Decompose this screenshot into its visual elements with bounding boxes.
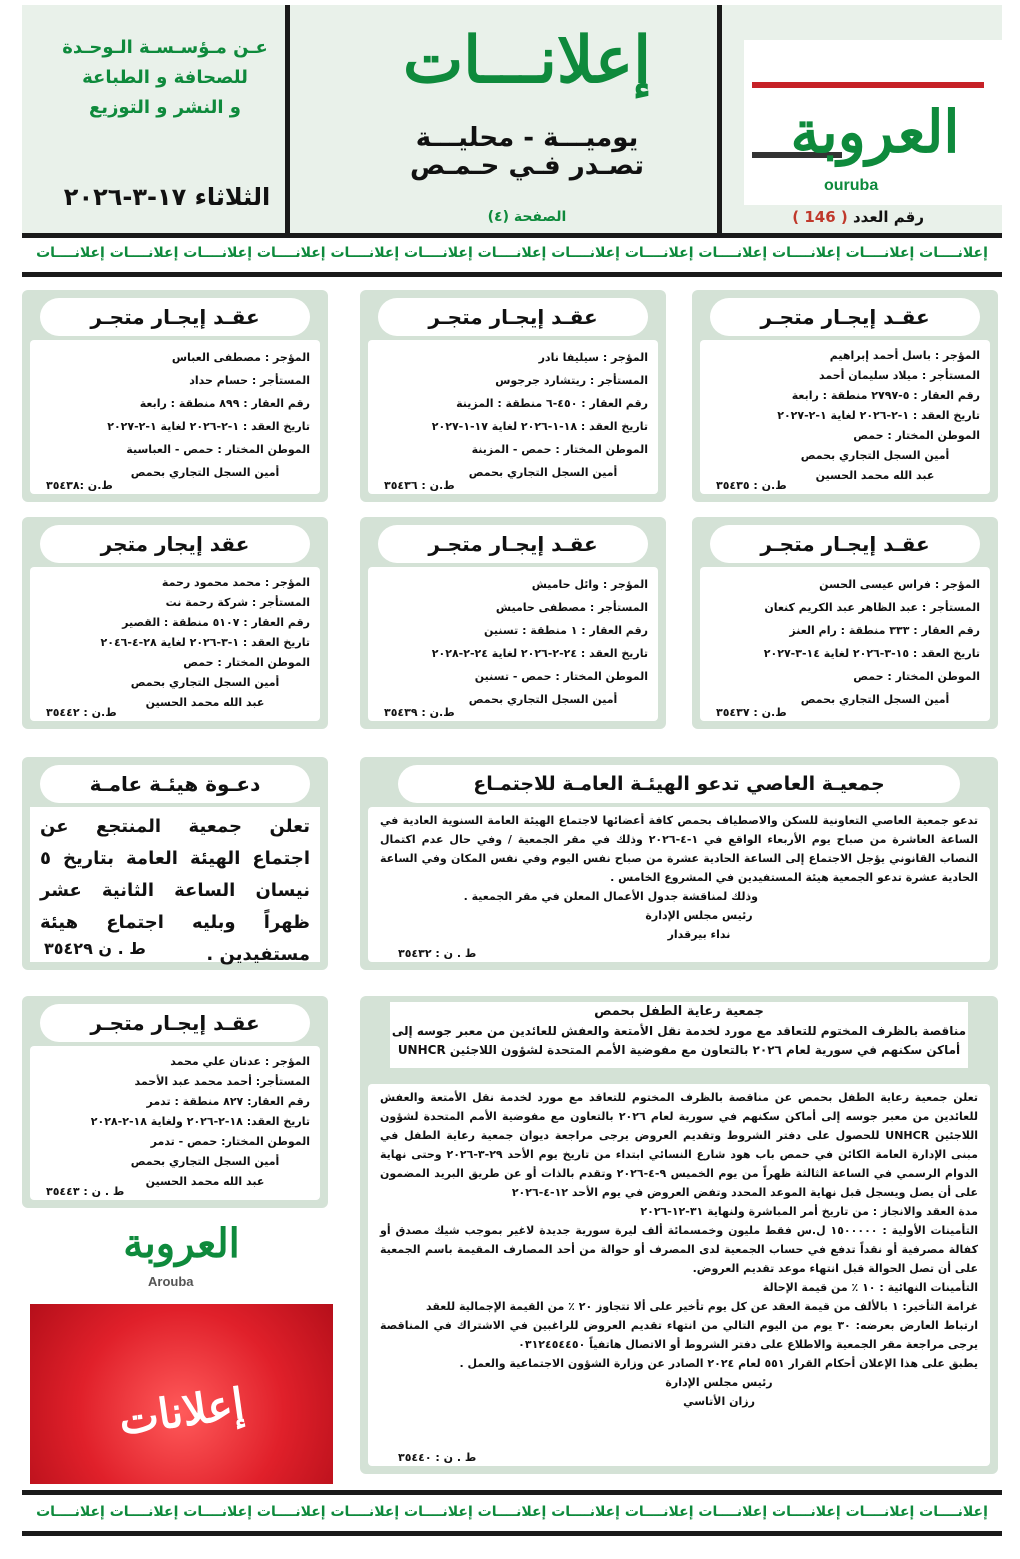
lease-card <box>360 290 666 502</box>
domicile: الموطن المختار : حمص <box>183 656 310 669</box>
property: رقم العقار : ٨٩٩ منطقة : رابعة <box>139 397 310 410</box>
card-title: عقـد إيجـار متجـر <box>710 298 980 336</box>
card-body <box>30 1046 320 1200</box>
ref-number: ط.ن : ٣٥٤٤٢ <box>46 706 117 719</box>
signatory-name: عبد الله محمد الحسين <box>815 469 935 482</box>
domicile: الموطن المختار : حمص <box>853 429 980 442</box>
contract-date: تاريخ العقد : ١-٣-٢٠٢٦ لغاية ٢٨-٤-٢٠٤٦ <box>100 636 310 649</box>
tender-item: التأمينات الأولية : ١٥٠٠٠٠٠ ل.س فقط مليون وخمسمائة ألف ليرة سورية جديدة لاغير بموجب شيك مصدق أو كفالة مصرفية أو نقداً تدفع في حساب الجمعية لدى المصرف أو حوالة من أحد المصارف المقيمة باسم الجمعية على أن تصل الحوالة قبل انتهاء موعد تقديم العروض. <box>380 1224 979 1275</box>
signatory-title: أمين السجل التجاري بحمص <box>800 693 950 706</box>
assembly-agenda: وذلك لمناقشة جدول الأعمال المعلن في مقر الجمعية . <box>463 890 758 903</box>
card-body <box>700 340 990 494</box>
signatory-name: نداء بيرقدار <box>667 928 731 941</box>
lessee: المستأجر : ميلاد سليمان أحمد <box>819 369 980 382</box>
card-title: عقـد إيجـار متجـر <box>40 298 310 336</box>
general-invite <box>22 757 328 970</box>
property: رقم العقار: ٨٢٧ منطقة : تدمر <box>146 1095 310 1108</box>
header-divider <box>285 5 290 233</box>
subtitle-homs: تصـدر فـي حـمـص <box>410 151 644 181</box>
issue-number: رقم العدد ( 146 ) <box>792 208 924 226</box>
tender-item: غرامة التأخير: ١ بالألف من قيمة العقد عن كل يوم تأخير على ألا تتجاوز ٢٠ ٪ من القيمة الإجمالية للعقد <box>426 1300 978 1313</box>
card-title: دعـوة هيئـة عامـة <box>40 765 310 803</box>
tender-item: ارتباط العارض بعرضه: ٣٠ يوم من اليوم التالي من انتهاء تقديم العروض للراغبين في الاشتراك في المناقصة يرجى مراجعة مقر الجمعية والاطلاع على دفتر الشروط أو الاتصال هاتفياً ٠٣١٢٤٥٤٤٥٠ <box>380 1319 978 1351</box>
property: رقم العقار : ٥-٢٧٩٧ منطقة : رابعة <box>791 389 980 402</box>
card-body <box>368 340 658 494</box>
lessor: المؤجر : محمد محمود رحمة <box>161 576 310 589</box>
card-body <box>368 1084 990 1466</box>
newspaper-logo <box>744 40 1006 205</box>
contract-date: تاريخ العقد: ١٨-٢-٢٠٢٦ ولغاية ١٨-٢-٢٠٢٨ <box>90 1115 310 1128</box>
ad-logo-area <box>30 1212 333 1304</box>
lease-card <box>22 290 328 502</box>
tender-item: يطبق على هذا الإعلان أحكام القرار ٥٥١ لعام ٢٠٢٤ الصادر عن وزارة الشؤون الاجتماعية والعمل . <box>459 1357 978 1370</box>
assembly-notice <box>360 757 998 970</box>
invite-body: تعلن جمعية المنتجع عن اجتماع الهيئة العامة بتاريخ ٥ نيسان الساعة الثانية عشر ظهراً وبليه اجتماع هيئة مستفيدين . <box>40 816 310 965</box>
card-body <box>700 567 990 721</box>
domicile: الموطن المختار : حمص - تسنين <box>474 670 648 683</box>
issue-date: الثلاثاء ١٧-٣-٢٠٢٦ <box>63 183 271 211</box>
card-title: عقـد إيجـار متجـر <box>378 298 648 336</box>
contract-date: تاريخ العقد : ١٨-١-٢٠٢٦ لغاية ١٧-١-٢٠٢٧ <box>431 420 648 433</box>
contract-date: تاريخ العقد : ١-٢-٢٠٢٦ لغاية ١-٢-٢٠٢٧ <box>107 420 310 433</box>
ads-strip-bottom: إعلانــــات إعلانــــات إعلانــــات إعلانــــات إعلانــــات إعلانــــات إعلانــــات إعلانــــات إعلانــــات إعلانــــات إعلانــــات إعلانــــات إعلانــــات <box>36 1504 988 1520</box>
tender-notice <box>360 996 998 1474</box>
ad-logo-latin: Arouba <box>148 1274 194 1289</box>
tender-item: التأمينات النهائية : ١٠ ٪ من قيمة الإحالة <box>762 1281 978 1294</box>
card-title: عقـد إيجـار متجـر <box>710 525 980 563</box>
card-body <box>30 807 320 965</box>
page-title: إعلانـــات <box>403 23 651 98</box>
subtitle-daily: يوميـــة - محليـــة <box>415 123 639 153</box>
lease-card <box>360 517 666 729</box>
lessee: المستأجر : ريتشارد جرجوس <box>495 374 648 387</box>
ref-number: ط.ن : ٣٥٤٣٩ <box>384 706 455 719</box>
divider-band <box>22 1531 1002 1536</box>
card-title: عقد إيجار متجر <box>40 525 310 563</box>
tender-body: تعلن جمعية رعاية الطفل بحمص عن مناقصة بالظرف المختوم للتعاقد مع مورد لخدمة نقل الأمتعة والعفش للعائدين من معبر جوسه إلى أماكن سكنهم في سورية لعام ٢٠٢٦ بالتعاون مع مفوضية الأمم المتحدة لشؤون اللاجئين UNHCR للحصول على دفتر الشروط وتقديم العروض يرجى مراجعة ديوان جمعية رعاية الطفل في مبنى الإدارة العامة الكائن في حمص باب هود شارع النسائي ابتداء من تاريخ يوم الأحد ٢٩-٣-٢٠٢٦ وحتى نهاية الدوام الرسمي في الساعة الثالثة ظهراً من يوم الخميس ٩-٤-٢٠٢٦ وتقدم بالذات أو عن طريق البريد المضمون على أن يصل ويسجل قبل نهاية الموعد المحدد وتفض العروض في يوم الأحد ١٢-٤-٢٠٢٦ <box>380 1091 979 1199</box>
lessee: المستأجر : حسام حداد <box>189 374 310 387</box>
logo-arabic: العروبة <box>790 98 960 166</box>
ad-logo-arabic: العروبة <box>123 1220 240 1267</box>
publisher-info <box>50 33 280 123</box>
lease-card <box>22 517 328 729</box>
tender-org: جمعية رعاية الطفل بحمص <box>594 1004 764 1019</box>
publisher-line: للصحافة و الطباعة <box>82 67 248 88</box>
card-body <box>30 340 320 494</box>
signatory-title: أمين السجل التجاري بحمص <box>130 466 280 479</box>
tender-item: مدة العقد والانجاز : من تاريخ أمر المباشرة ولنهاية ٣١-١٢-٢٠٢٦ <box>640 1205 978 1218</box>
lessee: المستأجر : شركة رحمة نت <box>165 596 310 609</box>
ref-number: ط.ن : ٣٥٤٣٧ <box>716 706 787 719</box>
property: رقم العقار : ١ منطقة : تسنين <box>484 624 648 637</box>
lease-card <box>692 517 998 729</box>
lessor: المؤجر : مصطفى العباس <box>171 351 310 364</box>
logo-red-line <box>752 82 984 88</box>
ref-number: ط . ن : ٣٥٤٤٣ <box>46 1185 125 1198</box>
tender-header <box>390 1002 968 1068</box>
lessor: المؤجر : سيليفا نادر <box>538 351 648 364</box>
publisher-line: و النشر و التوزيع <box>89 97 241 118</box>
card-body <box>368 807 990 962</box>
card-title: جمعيـة العاصي تدعو الهيئـة العامـة للاجتمـاع <box>398 765 960 803</box>
lessor: المؤجر : باسل أحمد إبراهيم <box>829 349 980 362</box>
ad-calligraphy: إعلانات <box>115 1378 248 1445</box>
lessor: المؤجر : عدنان علي محمد <box>170 1055 310 1068</box>
signatory-title: أمين السجل التجاري بحمص <box>130 676 280 689</box>
ref-number: ط . ن : ٣٥٤٤٠ <box>398 1451 477 1464</box>
contract-date: تاريخ العقد : ١-٢-٢٠٢٦ لغاية ١-٢-٢٠٢٧ <box>777 409 980 422</box>
signatory-title: أمين السجل التجاري بحمص <box>468 466 618 479</box>
signatory-name: عبد الله محمد الحسين <box>145 696 265 709</box>
ads-promo-image <box>30 1212 333 1484</box>
signatory-title: أمين السجل التجاري بحمص <box>800 449 950 462</box>
contract-date: تاريخ العقد : ٢٤-٢-٢٠٢٦ لغاية ٢٤-٢-٢٠٢٨ <box>431 647 648 660</box>
card-body <box>368 567 658 721</box>
card-title: عقـد إيجـار متجـر <box>40 1004 310 1042</box>
ref-number: ط.ن :٣٥٤٣٨ <box>46 479 113 492</box>
lessor: المؤجر : وائل حاميش <box>531 578 648 591</box>
contract-date: تاريخ العقد : ١٥-٣-٢٠٢٦ لغاية ١٤-٣-٢٠٢٧ <box>763 647 980 660</box>
lease-card <box>22 996 328 1208</box>
domicile: الموطن المختار : حمص - العباسية <box>126 443 310 456</box>
ref-number: ط . ن : ٣٥٤٣٢ <box>398 947 477 960</box>
card-body <box>30 567 320 721</box>
property: رقم العقار : ٤٥٠-٦ منطقة : المزينة <box>456 397 648 410</box>
ref-number: ط . ن ٣٥٤٢٩ <box>44 939 146 958</box>
signatory-name: رزان الأتاسي <box>683 1395 755 1408</box>
domicile: الموطن المختار: حمص - تدمر <box>150 1135 310 1148</box>
signatory-title: رئيس مجلس الإدارة <box>645 909 753 922</box>
lessee: المستأجر : مصطفى حاميش <box>495 601 648 614</box>
property: رقم العقار : ٣٣٣ منطقة : رام العنز <box>789 624 980 637</box>
ref-number: ط.ن : ٣٥٤٣٦ <box>384 479 455 492</box>
publisher-line: عـن مـؤسـسـة الـوحـدة <box>62 37 268 58</box>
signatory-title: رئيس مجلس الإدارة <box>665 1376 773 1389</box>
domicile: الموطن المختار : حمص - المزينة <box>471 443 648 456</box>
domicile: الموطن المختار : حمص <box>853 670 980 683</box>
logo-latin: ouruba <box>824 177 879 194</box>
lessee: المستأجر : عبد الظاهر عبد الكريم كنعان <box>764 601 980 614</box>
card-title: عقـد إيجـار متجـر <box>378 525 648 563</box>
divider-band <box>22 1490 1002 1495</box>
tender-title: مناقصة بالظرف المختوم للتعاقد مع مورد لخدمة نقل الأمتعة والعفش للعائدين من معبر جوسه إلى أماكن سكنهم في سورية لعام ٢٠٢٦ بالتعاون مع مفوضية الأمم المتحدة لشؤون اللاجئين UNHCR <box>391 1024 967 1057</box>
signatory-name: عبد الله محمد الحسين <box>145 1175 265 1188</box>
page-number: الصفحة (٤) <box>487 209 567 225</box>
property: رقم العقار : ٥١٠٧ منطقة : القصير <box>122 616 310 629</box>
issue-number-value: ( 146 ) <box>792 208 848 226</box>
ads-strip-top: إعلانــــات إعلانــــات إعلانــــات إعلانــــات إعلانــــات إعلانــــات إعلانــــات إعلانــــات إعلانــــات إعلانــــات إعلانــــات إعلانــــات إعلانــــات <box>36 245 988 261</box>
assembly-body: تدعو جمعية العاصي التعاونية للسكن والاصطياف بحمص كافة أعضائها لاجتماع الهيئة العامة السنوية العادية في الساعة العاشرة من صباح يوم الأربعاء الواقع في ١-٤-٢٠٢٦ وذلك في مقر الجمعية / وفي حال عدم اكتمال النصاب القانوني يؤجل الاجتماع إلى الساعة الحادية عشرة من صباح نفس اليوم وفي نفس المكان وفي الساعة الحادية عشرة تدعو الجمعية هيئة المستفيدين في المشروع الخامس . <box>380 814 978 884</box>
ref-number: ط.ن : ٣٥٤٣٥ <box>716 479 787 492</box>
lessor: المؤجر : فراس عيسى الحسن <box>819 578 980 591</box>
lease-card <box>692 290 998 502</box>
masthead <box>22 5 1002 233</box>
lessee: المستأجر: أحمد محمد عبد الأحمد <box>134 1075 310 1088</box>
divider-band <box>22 272 1002 277</box>
signatory-title: أمين السجل التجاري بحمص <box>130 1155 280 1168</box>
signatory-title: أمين السجل التجاري بحمص <box>468 693 618 706</box>
